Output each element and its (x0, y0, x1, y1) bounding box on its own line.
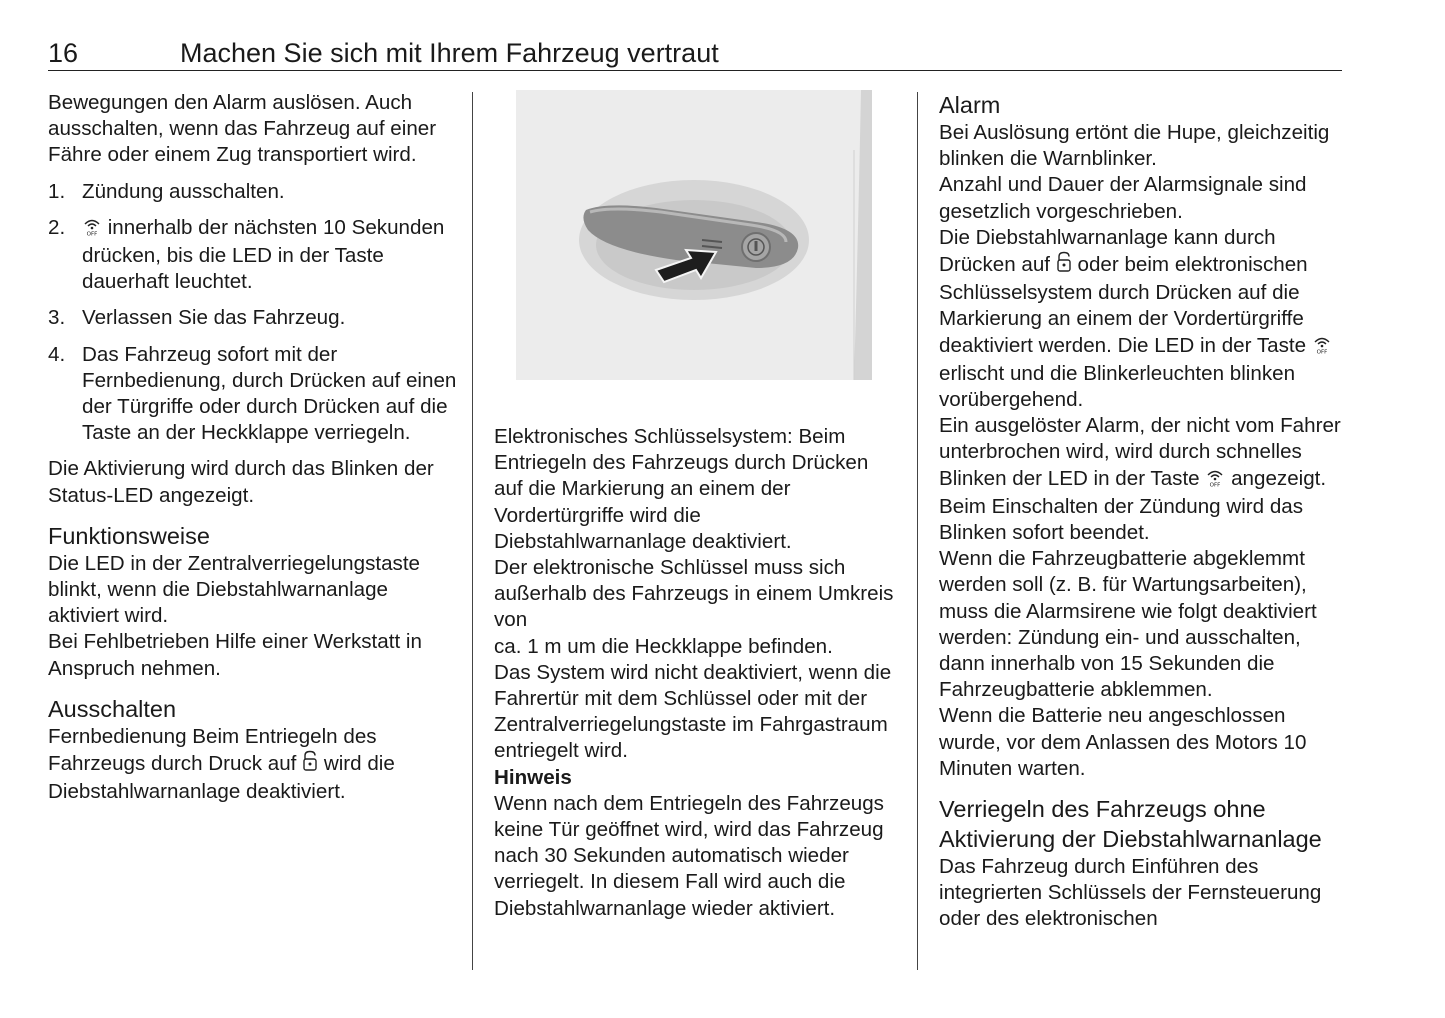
alarm-text-d: Ein ausgelöster Alarm, der nicht vom Fahrer unterbrochen wird, wird durch schnelles Blinken der LED in der Taste (939, 414, 1341, 490)
alarm-text-e: angezeigt. Beim Einschalten der Zündung wird das Blinken sofort beendet. (939, 466, 1327, 545)
activation-paragraph: Die Aktivierung wird durch das Blinken der Status-LED angezeigt. (48, 457, 434, 507)
ausschalten-text-b: wird die Diebstahlwarnanlage deaktiviert. (48, 752, 395, 804)
chapter-title: Machen Sie sich mit Ihrem Fahrzeug vertraut (180, 38, 719, 68)
heading-verriegeln: Verriegeln des Fahrzeugs ohne Aktivierung der Diebstahlwarnanlage (939, 796, 1322, 853)
alarm-text-a: Die Diebstahlwarnanlage kann durch Drücken auf (939, 225, 1276, 277)
ausschalten-text-a: Fernbedienung Beim Entriegeln des Fahrzeugs durch Druck auf (48, 724, 377, 776)
note-paragraph: Wenn nach dem Entriegeln des Fahrzeugs keine Tür geöffnet wird, wird das Fahrzeug nach 30 Sekunden automatisch wieder verriegelt. In diesem Fall wird auch die Diebstahlwarnanlage wieder aktiviert. (494, 791, 884, 920)
alarm-off-icon (1312, 334, 1332, 361)
ekey-paragraph: Elektronisches Schlüsselsystem: Beim Entriegeln des Fahrzeugs durch Drücken auf die Markierung an einem der Vordertürgriffe wird die Diebstahlwarnanlage deaktiviert. (494, 425, 869, 553)
step-number: 3. (48, 306, 66, 330)
heading-ausschalten: Ausschalten (48, 695, 177, 722)
step-text: Verlassen Sie das Fahrzeug. (82, 306, 346, 330)
svg-text:OFF: OFF (1210, 482, 1221, 487)
step-text: Das Fahrzeug sofort mit der Fernbedienung, durch Drücken auf einen der Türgriffe oder durch Drücken auf die Taste an der Heckklappe verriegeln. (82, 342, 457, 445)
column-divider (472, 92, 473, 970)
alarm-text-c: erlischt und die Blinkerleuchten blinken vorübergehend. (939, 361, 1296, 412)
step-number: 4. (48, 342, 66, 366)
ausschalten-paragraph (48, 724, 458, 806)
not-deactivated-paragraph: Das System wird nicht deaktiviert, wenn die Fahrertür mit dem Schlüssel oder mit der Zentralverriegelungstaste im Fahrgastraum entriegelt wird. (494, 660, 892, 763)
svg-text:OFF: OFF (86, 231, 98, 236)
door-handle-illustration (516, 90, 872, 380)
steps-list (48, 179, 458, 447)
step-text: Zündung ausschalten. (82, 179, 285, 203)
battery-paragraph: Wenn die Fahrzeugbatterie abgeklemmt werden soll (z. B. für Wartungsarbeiten), muss die Alarmsirene wie folgt deaktiviert werden: Zündung ein- und ausschalten, dann innerhalb von 15 Sekunden die Fahrzeugbatterie abklemmen. (939, 547, 1317, 702)
funktion-paragraph-1: Die LED in der Zentralverriegelungstaste blinkt, wenn die Diebstahlwarnanlage aktiviert wird. (48, 551, 421, 628)
unlock-icon (302, 750, 318, 779)
intro-paragraph: Bewegungen den Alarm auslösen. Auch ausschalten, wenn das Fahrzeug auf einer Fähre oder einem Zug transportiert wird. (48, 91, 437, 167)
ekey-distance-paragraph: ca. 1 m um die Heckklappe befinden. (494, 634, 833, 658)
note-label: Hinweis (494, 765, 572, 789)
page-number: 16 (48, 38, 79, 68)
alarm-paragraph-2: Anzahl und Dauer der Alarmsignale sind gesetzlich vorgeschrieben. (939, 173, 1307, 223)
heading-funktionsweise: Funktionsweise (48, 522, 210, 549)
funktion-paragraph-2: Bei Fehlbetrieben Hilfe einer Werkstatt in Anspruch nehmen. (48, 630, 422, 680)
step-text: innerhalb der nächsten 10 Sekunden drücken, bis die LED in der Taste dauerhaft leuchtet. (82, 215, 445, 294)
alarm-paragraph-4 (939, 413, 1344, 546)
column-left (48, 90, 458, 805)
step-number: 1. (48, 179, 66, 203)
ekey-range-paragraph: Der elektronische Schlüssel muss sich außerhalb des Fahrzeugs in einem Umkreis von (494, 556, 894, 632)
alarm-paragraph-3 (939, 225, 1344, 413)
column-divider (917, 92, 918, 970)
list-item (48, 215, 458, 296)
step-number: 2. (48, 215, 66, 239)
alarm-paragraph-1: Bei Auslösung ertönt die Hupe, gleichzeitig blinken die Warnblinker. (939, 121, 1330, 171)
svg-text:OFF: OFF (1316, 349, 1328, 354)
alarm-off-icon (82, 216, 102, 243)
column-middle (494, 90, 894, 922)
battery-reconnect-paragraph: Wenn die Batterie neu angeschlossen wurde, vor dem Anlassen des Motors 10 Minuten warten. (939, 704, 1307, 780)
alarm-text-b: oder beim elektronischen Schlüsselsystem durch Drücken auf die Markierung an einem der Vordertürgriffe deaktiviert werden. Die LED in der Taste (939, 253, 1308, 357)
unlock-icon (1056, 251, 1072, 280)
verriegeln-paragraph: Das Fahrzeug durch Einführen des integrierten Schlüssels der Fernsteuerung oder des elektronischen (939, 855, 1322, 931)
column-right (939, 90, 1344, 933)
list-item (48, 305, 458, 331)
page-header (48, 38, 1342, 71)
heading-alarm: Alarm (939, 92, 1001, 118)
alarm-off-icon (1205, 467, 1225, 494)
list-item (48, 179, 458, 205)
list-item (48, 342, 458, 447)
